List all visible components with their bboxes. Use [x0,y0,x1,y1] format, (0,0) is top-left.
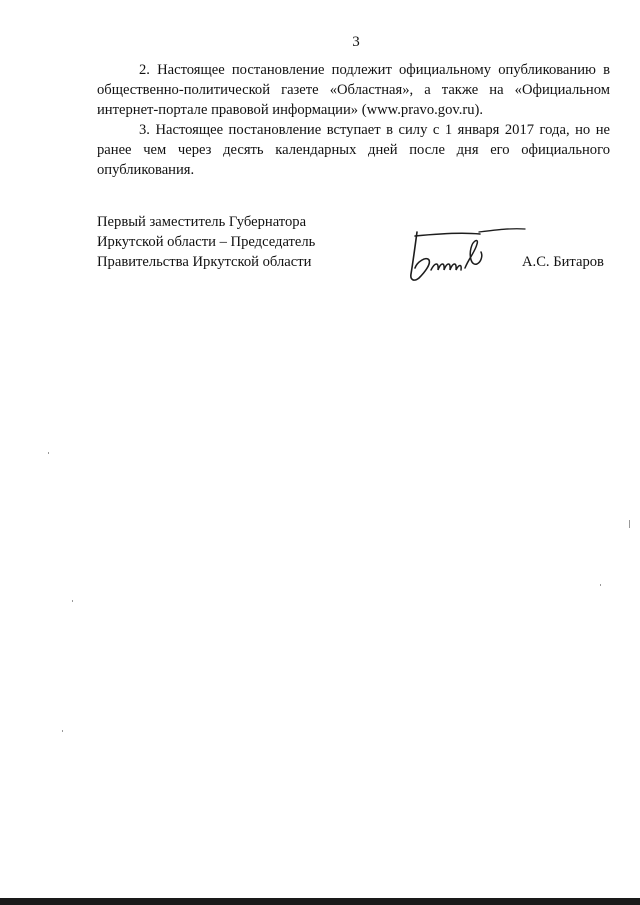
page-number: 3 [352,34,360,50]
signatory-title-line: Иркутской области – Председатель [97,234,316,250]
scan-speck [48,452,49,454]
signatory-title-line: Первый заместитель Губернатора [97,214,307,230]
paragraph-publication: 2. Настоящее постановление подлежит официальному опубликованию в общественно-политической газете «Областная», а также на «Официальном интернет-портале правовой информации» (www.pravo.gov.ru). [97,62,610,118]
scan-speck [600,584,601,586]
signatory-title [97,212,315,272]
document-body [97,60,610,180]
scan-edge-bar [0,898,640,905]
handwritten-signature [405,222,530,287]
signatory-name: А.С. Битаров [522,254,604,270]
scan-speck [629,520,630,528]
scan-speck [72,600,73,602]
scan-speck [62,730,63,732]
paragraph-effective-date: 3. Настоящее постановление вступает в силу с 1 января 2017 года, но не ранее чем через десять календарных дней после дня его официального опубликования. [97,122,610,178]
signatory-title-line: Правительства Иркутской области [97,254,312,270]
